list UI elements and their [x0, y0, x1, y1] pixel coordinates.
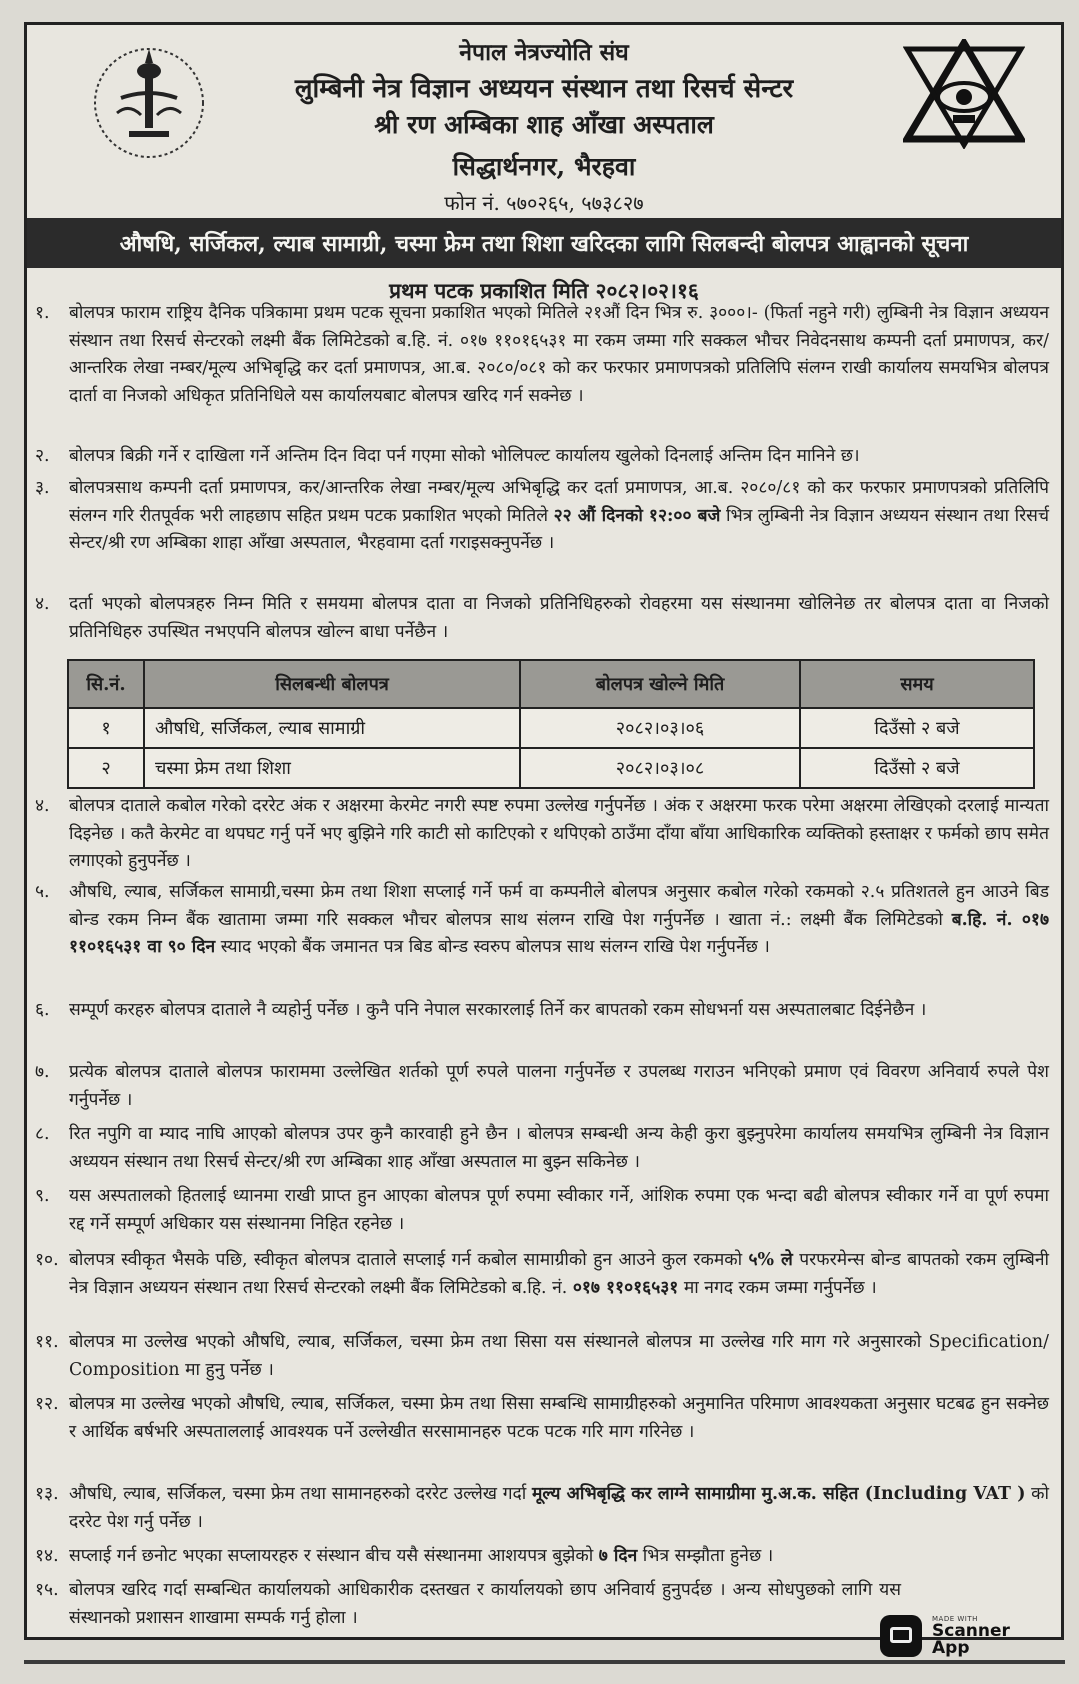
clause-number: १३.	[35, 1484, 59, 1504]
table-header-row	[68, 660, 1034, 708]
clause-account-number: ०१७ ११०१६५३१	[572, 1277, 679, 1298]
clause-number: १.	[35, 303, 50, 323]
cell-sn: १	[68, 708, 144, 748]
clause-number: ५.	[35, 882, 50, 902]
clause-number: ७.	[35, 1062, 50, 1082]
clause-text: बोलपत्र बिक्री गर्ने र दाखिला गर्ने अन्तिम दिन विदा पर्न गएमा सोको भोलिपल्ट कार्यालय खुलेको दिनलाई अन्तिम दिन मानिने छ।	[69, 446, 860, 466]
clause-vat-note: मूल्य अभिबृद्धि कर लाग्ने सामाग्रीमा मु.अ.क. सहित (Including VAT )	[531, 1484, 1026, 1504]
clause-text: प्रत्येक बोलपत्र दाताले बोलपत्र फाराममा उल्लेखित शर्तको पूर्ण रुपले पालना गर्नुपर्नेछ र उपलब्ध गराउन भनिएको प्रमाण एवं विवरण अनिवार्य रुपले पेश गर्नुपर्नेछ ।	[69, 1062, 1049, 1110]
clause-number: ११.	[35, 1332, 59, 1352]
clause-days: ७ दिन	[598, 1546, 638, 1566]
clause-text: परफरमेन्स बोन्ड बापतको रकम लुम्बिनी नेत्र विज्ञान अध्ययन संस्थान तथा रिसर्च सेन्टरको लक्ष्मी बैंक लिमिटेडको ब.हि. नं.	[69, 1250, 1050, 1298]
clause-number: १२.	[35, 1394, 59, 1414]
clause-number: ८.	[35, 1124, 50, 1144]
clause-6	[35, 997, 1049, 1025]
clause-text: बोलपत्र मा उल्लेख भएको औषधि, ल्याब, सर्जिकल, चस्मा फ्रेम तथा सिसा सम्बन्धि सामाग्रीहरुको अनुमानित परिमाण आवश्यकता अनुसार घटबढ हुन सक्नेछ र आर्थिक बर्षभरि अस्पताललाई आवश्यक पर्ने उल्लेखीत सरसामानहरु पटक पटक गरि माग गरिनेछ ।	[69, 1394, 1049, 1442]
notice-sheet	[24, 22, 1064, 1640]
publication-date: प्रथम पटक प्रकाशित मिति २०८२।०२।१६	[389, 278, 699, 303]
clause-11	[35, 1329, 1049, 1384]
clause-text: भित्र सम्झौता हुनेछ ।	[637, 1546, 774, 1566]
clause-text: यस अस्पतालको हितलाई ध्यानमा राखी प्राप्त हुन आएका बोलपत्र पूर्ण रुपमा स्वीकार गर्ने, आंशिक रुपमा एक भन्दा बढी बोलपत्र स्वीकार गर्ने वा पूर्ण रुपमा रद्द गर्ने सम्पूर्ण अधिकार यस संस्थानमा निहित रहनेछ ।	[69, 1186, 1049, 1234]
table-row	[68, 748, 1034, 788]
phone-numbers: फोन नं. ५७०२६५, ५७३८२७	[444, 191, 644, 215]
cell-time: दिउँसो २ बजे	[800, 748, 1034, 788]
clause-number: ४.	[35, 796, 50, 816]
scanner-app-icon	[880, 1615, 922, 1657]
eye-triangle-star-emblem-icon	[903, 39, 1025, 149]
cell-date: २०८२।०३।०८	[520, 748, 800, 788]
cell-date: २०८२।०३।०६	[520, 708, 800, 748]
clause-text: को दररेट पेश गर्नु पर्नेछ ।	[69, 1484, 1050, 1532]
clause-number: २.	[35, 446, 50, 466]
clause-number: १४.	[35, 1546, 59, 1566]
clause-14	[35, 1543, 1049, 1571]
clause-3	[35, 475, 1049, 558]
clause-bank-account: ब.हि. नं. ०१७ ११०१६५३१ वा ९० दिन	[69, 909, 1049, 957]
location: सिद्धार्थनगर, भैरहवा	[452, 152, 636, 181]
clause-number: १०.	[35, 1250, 59, 1270]
clause-number: ४.	[35, 594, 50, 614]
col-header-bid: सिलबन्धी बोलपत्र	[144, 660, 520, 708]
clause-1	[35, 300, 1049, 410]
clause-text: भित्र लुम्बिनी नेत्र विज्ञान अध्ययन संस्थान तथा रिसर्च सेन्टर/श्री रण अम्बिका शाहा आँखा अस्पताल, भैरहवामा दर्ता गराइसक्नुपर्नेछ ।	[69, 505, 1049, 553]
cell-bid: चस्मा फ्रेम तथा शिशा	[144, 748, 520, 788]
clause-text: बोलपत्र मा उल्लेख भएको औषधि, ल्याब, सर्जिकल, चस्मा फ्रेम तथा सिसा यस संस्थानले बोलपत्र मा उल्लेख गरि माग गरे अनुसारको Specification/ Composition मा हुनु पर्नेछ ।	[69, 1332, 1049, 1380]
clause-5	[35, 879, 1049, 962]
clause-text: औषधि, ल्याब, सर्जिकल, चस्मा फ्रेम तथा सामानहरुको दररेट उल्लेख गर्दा	[69, 1484, 532, 1504]
watermark-small-text: MADE WITH	[932, 1615, 978, 1623]
cell-sn: २	[68, 748, 144, 788]
clause-10	[35, 1247, 1049, 1302]
clause-8	[35, 1121, 1049, 1176]
cell-time: दिउँसो २ बजे	[800, 708, 1034, 748]
clause-13	[35, 1481, 1049, 1536]
table-row	[68, 708, 1034, 748]
clause-text: बोलपत्र फाराम राष्ट्रिय दैनिक पत्रिकामा प्रथम पटक सूचना प्रकाशित भएको मितिले २१औं दिन भित्र रु. ३०००।- (फिर्ता नहुने गरी) लुम्बिनी नेत्र विज्ञान अध्ययन संस्थान तथा रिसर्च सेन्टरको लक्ष्मी बैंक लिमिटेडको ब.हि. नं. ०१७ ११०१६५३१ मा रकम जम्मा गरि सक्कल भौचर निवेदनसाथ कम्पनी दर्ता प्रमाणपत्र, कर/आन्तरिक लेखा नम्बर/मूल्य अभिबृद्धि कर दर्ता प्रमाणपत्र, आ.ब. २०८०/०८१ को कर फरफार प्रमाणपत्रको प्रतिलिपि संलग्न राखी कार्यालय समयभित्र बोलपत्र दार्ता वा निजको अधिकृत प्रतिनिधिले यस कार्यालयबाट बोलपत्र खरिद गर्न सक्नेछ ।	[69, 303, 1049, 406]
clause-number: ३.	[35, 478, 50, 498]
clause-text: सप्लाई गर्न छनोट भएका सप्लायरहरु र संस्थान बीच यसै संस्थानमा आशयपत्र बुझेको	[69, 1546, 599, 1566]
org-name-line1: नेपाल नेत्रज्योति संघ	[459, 39, 629, 66]
clause-text: औषधि, ल्याब, सर्जिकल सामाग्री,चस्मा फ्रेम तथा शिशा सप्लाई गर्ने फर्म वा कम्पनीले बोलपत्र अनुसार कबोल गरेको रकमको २.५ प्रतिशतले हुन आउने बिड बोन्ड रकम निम्न बैंक खातामा जम्मा गरि सक्कल भौचर बोलपत्र साथ संलग्न राखि पेश गर्नुपर्नेछ । खाता नं.: लक्ष्मी बैंक लिमिटेडको	[69, 882, 1049, 930]
col-header-sn: सि.नं.	[68, 660, 144, 708]
cell-bid: औषधि, सर्जिकल, ल्याब सामाग्री	[144, 708, 520, 748]
col-header-time: समय	[800, 660, 1034, 708]
clause-text: रित नपुगि वा म्याद नाघि आएको बोलपत्र उपर कुनै कारवाही हुने छैन । बोलपत्र सम्बन्धी अन्य केही कुरा बुझ्नुपरेमा कार्यालय समयभित्र लुम्बिनी नेत्र विज्ञान अध्ययन संस्थान तथा रिसर्च सेन्टर/श्री रण अम्बिका शाह आँखा अस्पताल मा बुझ्न सकिनेछ ।	[69, 1124, 1049, 1172]
hospital-name: श्री रण अम्बिका शाह आँखा अस्पताल	[374, 110, 714, 139]
clause-number: ६.	[35, 1000, 50, 1020]
clause-text: सम्पूर्ण करहरु बोलपत्र दाताले नै व्यहोर्नु पर्नेछ । कुनै पनि नेपाल सरकारलाई तिर्ने कर बापतको रकम सोधभर्ना यस अस्पतालबाट दिईनेछैन ।	[69, 1000, 927, 1020]
clause-15	[35, 1577, 901, 1632]
col-header-date: बोलपत्र खोल्ने मिति	[520, 660, 800, 708]
notice-header	[27, 25, 1061, 217]
clause-4	[35, 591, 1049, 646]
clause-deadline: २२ औं दिनको १२:०० बजे	[553, 505, 721, 526]
clause-text: बोलपत्र खरिद गर्दा सम्बन्धित कार्यालयको आधिकारीक दस्तखत र कार्यालयको छाप अनिवार्य हुनुपर्दछ । अन्य सोधपुछको लागि यस संस्थानको प्रशासन शाखामा सम्पर्क गर्नु होला ।	[69, 1580, 901, 1628]
bottom-divider	[24, 1660, 1065, 1664]
notice-title-banner: औषधि, सर्जिकल, ल्याब सामाग्री, चस्मा फ्रेम तथा शिशा खरिदका लागि सिलबन्दी बोलपत्र आह्वानको सूचना	[27, 218, 1061, 268]
clause-9	[35, 1183, 1049, 1238]
clause-4b	[35, 793, 1049, 876]
org-name-line2: लुम्बिनी नेत्र विज्ञान अध्ययन संस्थान तथा रिसर्च सेन्टर	[294, 74, 794, 104]
scanner-app-watermark	[880, 1604, 1050, 1668]
clause-7	[35, 1059, 1049, 1114]
clause-text: बोलपत्र दाताले कबोल गरेको दररेट अंक र अक्षरमा केरमेट नगरी स्पष्ट रुपमा उल्लेख गर्नुपर्नेछ । अंक र अक्षरमा फरक परेमा अक्षरमा लेखिएको दरलाई मान्यता दिइनेछ । कतै केरमेट वा थपघट गर्नु पर्ने भए बुझिने गरि काटी सो काटिएको र थपिएको ठाउँमा दाँया बाँया आधिकारिक व्यक्तिको हस्ताक्षर र फर्मको छाप समेत लगाएको हुनुपर्नेछ ।	[69, 796, 1049, 871]
watermark-brand: Scanner	[932, 1621, 1010, 1641]
clause-number: ९.	[35, 1186, 50, 1206]
clause-text: स्याद भएको बैंक जमानत पत्र बिड बोन्ड स्वरुप बोलपत्र साथ संलग्न राखि पेश गर्नुपर्नेछ ।	[215, 937, 770, 957]
watermark-brand-2: App	[932, 1638, 970, 1658]
clause-text: दर्ता भएको बोलपत्रहरु निम्न मिति र समयमा बोलपत्र दाता वा निजको प्रतिनिधिहरुको रोवहरमा यस संस्थानमा खोलिनेछ तर बोलपत्र दाता वा निजको प्रतिनिधिहरु उपस्थित नभएपनि बोलपत्र खोल्न बाधा पर्नेछैन ।	[69, 594, 1049, 642]
clause-percent: ५% ले	[748, 1250, 793, 1270]
clause-number: १५.	[35, 1580, 59, 1600]
clause-12	[35, 1391, 1049, 1446]
clause-2	[35, 443, 1049, 471]
clause-text: बोलपत्रसाथ कम्पनी दर्ता प्रमाणपत्र, कर/आन्तरिक लेखा नम्बर/मूल्य अभिबृद्धि कर दर्ता प्रमाणपत्र, आ.ब. २०८०/८१ को कर फरफार प्रमाणपत्रको प्रतिलिपि संलग्न गरि रीतपूर्वक भरी लाहछाप सहित प्रथम पटक प्रकाशित भएको मितिले	[69, 478, 1049, 526]
clause-text: मा नगद रकम जम्मा गर्नुपर्नेछ ।	[678, 1277, 877, 1298]
clause-text: बोलपत्र स्वीकृत भैसके पछि, स्वीकृत बोलपत्र दाताले सप्लाई गर्न कबोल सामाग्रीको हुन आउने कुल रकमको	[69, 1250, 749, 1270]
bid-opening-table	[67, 659, 1035, 789]
